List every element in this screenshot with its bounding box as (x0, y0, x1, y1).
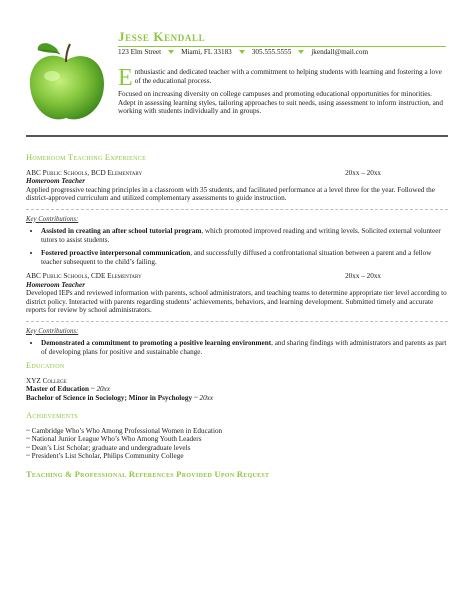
key-contributions-label: Key Contributions: (26, 327, 79, 335)
name-rule (118, 46, 446, 47)
summary-dropcap: E (118, 65, 133, 91)
dashed-divider (26, 321, 448, 322)
apple-icon (26, 30, 108, 126)
dashed-divider (26, 209, 448, 210)
summary (118, 65, 448, 121)
degree-year: ~ 20xx (88, 385, 111, 393)
list-item: ~ Cambridge Who’s Who Among Professional Women in Education (26, 426, 223, 435)
job-entry (26, 169, 448, 267)
contact-email: jkendall@mail.com (311, 48, 369, 56)
degree-name: Bachelor of Science in Sociology; Minor in Psychology (26, 393, 193, 402)
job-description: Developed IEPs and reviewed information with parents, school administrators, and teaching teams to determine appropriate tier level according to district policy. Interacted with parents regarding students’ achievements, behaviors, and learning development. Submitted timely and accurate reports for review by school administrators. (26, 289, 447, 314)
contribution-lead: Assisted in creating an after school tutorial program (41, 227, 202, 235)
contribution-lead: Demonstrated a commitment to promoting a positive learning environment (41, 339, 272, 347)
job-employer: ABC Public Schools, BCD Elementary (26, 168, 143, 177)
education-degree (26, 385, 448, 394)
list-item (41, 249, 448, 266)
references-heading: Teaching & Professional References Provided Upon Request (26, 469, 270, 479)
contribution-lead: Fostered proactive interpersonal communication (41, 249, 191, 257)
key-contributions-label: Key Contributions: (26, 215, 79, 223)
contact-phone: 305.555.5555 (251, 48, 292, 56)
job-employer: ABC Public Schools, CDE Elementary (26, 272, 142, 280)
contact-line (118, 48, 368, 56)
list-item: ~ National Junior League Who’s Who Among Youth Leaders (26, 435, 202, 443)
summary-paragraph-2: Focused on increasing diversity on college campuses and promoting educational opportunities for minorities. Adept in assessing learning styles, tailoring approaches to suit needs, using assessment to inform instruction, and working with students individually and in groups. (118, 90, 443, 116)
header-divider (26, 135, 448, 137)
candidate-name: Jesse Kendall (118, 29, 206, 44)
summary-text-1: nthusiastic and dedicated teacher with a commitment to helping students with learning and fostering a love of the educational process. (134, 68, 442, 85)
job-entry (26, 272, 448, 356)
resume-body (26, 154, 448, 485)
job-role: Homeroom Teacher (26, 280, 86, 289)
job-dates: 20xx – 20xx (345, 272, 381, 280)
achievements-heading: Achievements (26, 411, 78, 420)
summary-paragraph-1 (118, 65, 448, 91)
job-dates: 20xx – 20xx (345, 168, 381, 177)
contribution-list (26, 339, 448, 356)
job-description: Applied progressive teaching principles in a classroom with 35 students, and facilitated performance at a level three for the year. Followed the district-approved curriculum and utilized complementary assessments to guide instruction. (26, 185, 435, 202)
arrow-down-icon (168, 50, 174, 54)
degree-year: ~ 20xx (192, 393, 214, 402)
job-role: Homeroom Teacher (26, 177, 86, 185)
contact-city: Miami, FL 33183 (181, 48, 232, 56)
education-degree (26, 394, 448, 403)
contribution-text: , which promoted improved reading and writing levels. Solicited external volunteer tutors to assist students. (41, 227, 441, 244)
job-header (26, 169, 381, 178)
experience-heading: Homeroom Teaching Experience (26, 153, 147, 162)
contribution-text: , and successfully diffused a confrontational situation between a parent and a fellow teacher subsequent to the child’s failing. (41, 249, 432, 266)
education-school: XYZ College (26, 376, 67, 385)
contact-address: 123 Elm Street (118, 48, 162, 56)
list-item: ~ Dean’s List Scholar; graduate and undergraduate levels (26, 443, 191, 452)
arrow-down-icon (239, 50, 245, 54)
contribution-text: , and sharing findings with administrators and parents as part of developing plans for positive and sustainable change. (41, 339, 447, 356)
list-item (41, 339, 448, 356)
job-header (26, 272, 381, 281)
list-item: ~ President’s List Scholar, Philips Community College (26, 452, 184, 460)
education-heading: Education (26, 361, 65, 370)
degree-name: Master of Education (26, 385, 89, 393)
arrow-down-icon (298, 50, 304, 54)
contribution-list (26, 227, 448, 266)
list-item (41, 227, 448, 244)
